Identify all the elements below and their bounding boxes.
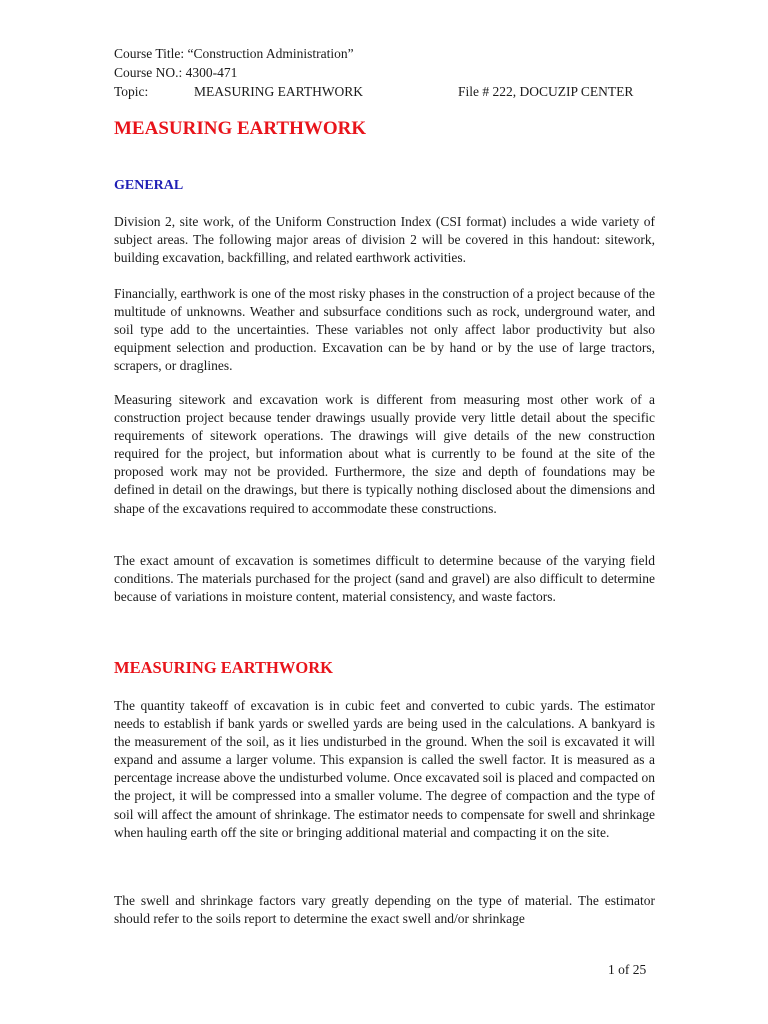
paragraph: Measuring sitework and excavation work is different from measuring most other work of a construction project because tender drawings usually provide very little detail about the specific requirements of sitework operations. The drawings will give details of the new construction required for the project, but information about what is currently to be found at the site of the proposed work may not be provided. Furthermore, the size and depth of foundations may be defined in detail on the drawings, but there is typically nothing disclosed about the dimensions and shape of the excavations required to accommodate these constructions. <box>114 392 655 516</box>
paragraph: The swell and shrinkage factors vary greatly depending on the type of material. The estimator should refer to the soils report to determine the exact swell and/or shrinkage <box>114 893 655 927</box>
topic-value: MEASURING EARTHWORK <box>194 84 364 99</box>
paragraph: Financially, earthwork is one of the most risky phases in the construction of a project because of the multitude of unknowns. Weather and subsurface conditions such as rock, underground water, and soil type add to the uncertainties. These variables not only affect labor productivity but also equipment selection and production. Excavation can be by hand or by the use of large tractors, scrapers, or draglines. <box>114 286 655 374</box>
course-title: Course Title: “Construction Administration” <box>114 46 354 61</box>
section-heading-general: GENERAL <box>114 178 184 193</box>
section-heading-measuring-earthwork: MEASURING EARTHWORK <box>114 658 333 677</box>
paragraph: The quantity takeoff of excavation is in cubic feet and converted to cubic yards. The estimator needs to establish if bank yards or swelled yards are being used in the calculations. A bankyard is the measurement of the soil, as it lies undisturbed in the ground. When the soil is excavated it will expand and assume a larger volume. This expansion is called the swell factor. It is measured as a percentage increase above the undisturbed volume. Once excavated soil is placed and compacted on the project, it will be compressed into a smaller volume. The degree of compaction and the type of soil will affect the amount of shrinkage. The estimator needs to compensate for swell and shrinkage when hauling earth off the site or bringing additional material and compacting it on the site. <box>114 698 655 840</box>
topic-line <box>114 83 634 101</box>
course-number: Course NO.: 4300-471 <box>114 65 238 80</box>
topic-label: Topic: <box>114 84 149 99</box>
paragraph: Division 2, site work, of the Uniform Construction Index (CSI format) includes a wide variety of subject areas. The following major areas of division 2 will be covered in this handout: sitework, building excavation, backfilling, and related earthwork activities. <box>114 214 655 266</box>
file-reference: File # 222, DOCUZIP CENTER <box>458 84 634 99</box>
page-number: 1 of 25 <box>608 962 647 977</box>
paragraph: The exact amount of excavation is sometimes difficult to determine because of the varying field conditions. The materials purchased for the project (sand and gravel) are also difficult to determine because of variations in moisture content, material consistency, and waste factors. <box>114 553 655 605</box>
document-title: MEASURING EARTHWORK <box>114 118 367 139</box>
